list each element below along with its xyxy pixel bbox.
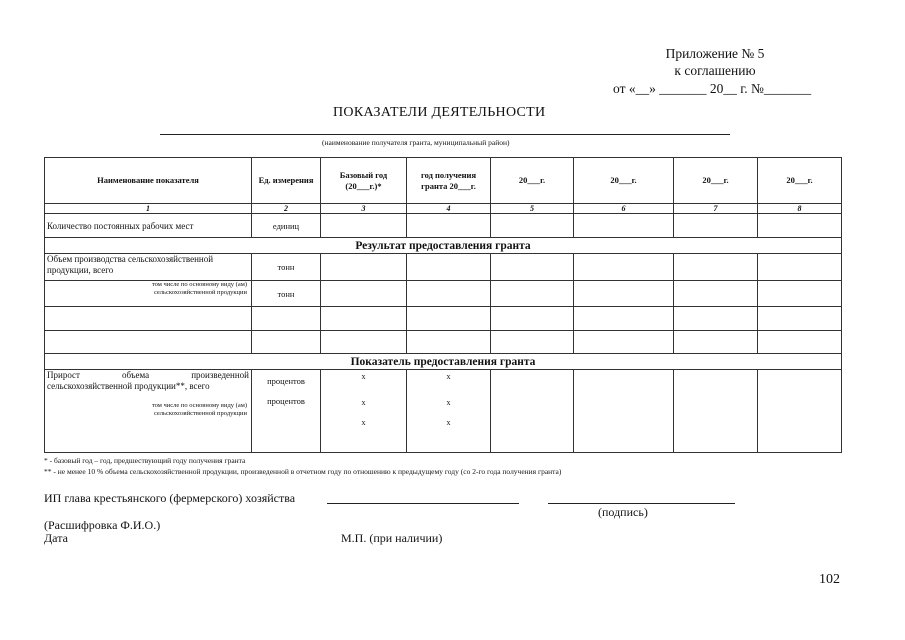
growth-sub-col3-mark: х	[361, 398, 366, 407]
name-line	[327, 503, 519, 504]
table-row-jobs	[45, 214, 842, 238]
footnote-1: * - базовый год – год, предшествующий году получения гранта	[44, 456, 246, 465]
table-row-empty	[45, 307, 842, 331]
col-header-year-6: 20___г.	[574, 158, 674, 204]
jobs-label: Количество постоянных рабочих мест	[45, 214, 252, 238]
recipient-caption: (наименование получателя гранта, муниципальный район)	[322, 138, 510, 147]
volume-label: Объем производства сельскохозяйственной продукции, всего	[45, 254, 252, 281]
jobs-unit: единиц	[252, 214, 321, 238]
growth-unit: процентов	[267, 376, 305, 386]
col-number: 3	[321, 204, 407, 214]
col-header-year-8: 20___г.	[758, 158, 842, 204]
col-number: 4	[407, 204, 491, 214]
table-row-empty	[45, 331, 842, 354]
appendix-label: Приложение № 5	[665, 46, 765, 61]
col-header-year-7: 20___г.	[674, 158, 758, 204]
growth-label-cell	[45, 370, 252, 453]
col-number: 8	[758, 204, 842, 214]
table-row-growth	[45, 370, 842, 453]
table-row-volume-sub	[45, 281, 842, 307]
agreement-label: к соглашению	[674, 63, 756, 78]
date-label: Дата	[44, 531, 68, 545]
growth-col3-mark: х	[361, 372, 366, 381]
section-row-indicator	[45, 354, 842, 370]
col-number: 2	[252, 204, 321, 214]
signature-line	[548, 503, 735, 504]
growth-sub-label: том числе по основному виду (ам) сельскохозяйственной продукции	[151, 402, 247, 417]
growth-label: Прирост объема произведенной сельскохозяйственной продукции**, всего	[47, 370, 249, 391]
volume-sub-label: том числе по основному виду (ам) сельскохозяйственной продукции	[45, 281, 252, 307]
stamp-label: М.П. (при наличии)	[341, 531, 443, 545]
agreement-date-number: от «__» _______ 20__ г. №_______	[613, 81, 812, 96]
volume-sub-unit: тонн	[252, 281, 321, 307]
recipient-line	[160, 134, 730, 135]
col-number: 6	[574, 204, 674, 214]
page-number: 102	[819, 572, 840, 587]
growth-col3-cell	[321, 370, 407, 453]
col-header-name: Наименование показателя	[45, 158, 252, 204]
footnote-2: ** - не менее 10 % объема сельскохозяйственной продукции, произведенной в отчетном году по отношению к предыдущему году (со 2-го года получения гранта)	[44, 467, 562, 476]
signature-caption: (подпись)	[598, 505, 648, 519]
page-title: ПОКАЗАТЕЛИ ДЕЯТЕЛЬНОСТИ	[333, 105, 546, 120]
column-number-row	[45, 204, 842, 214]
head-label: ИП глава крестьянского (фермерского) хозяйства	[44, 491, 296, 505]
col-header-unit: Ед. измерения	[252, 158, 321, 204]
section-result-title: Результат предоставления гранта	[45, 238, 842, 254]
col-header-grant-year: год получения гранта 20___г.	[407, 158, 491, 204]
growth-extra-col4-mark: х	[446, 418, 451, 427]
col-number: 7	[674, 204, 758, 214]
section-row-result	[45, 238, 842, 254]
col-header-base-year: Базовый год (20___г.)*	[321, 158, 407, 204]
decode-label: (Расшифровка Ф.И.О.)	[44, 518, 161, 532]
volume-unit: тонн	[252, 254, 321, 281]
growth-extra-col3-mark: х	[361, 418, 366, 427]
col-number: 1	[45, 204, 252, 214]
col-header-year-5: 20___г.	[491, 158, 574, 204]
indicators-table	[44, 157, 842, 453]
table-row-volume	[45, 254, 842, 281]
section-indicator-title: Показатель предоставления гранта	[45, 354, 842, 370]
growth-sub-unit: процентов	[267, 396, 305, 406]
growth-sub-col4-mark: х	[446, 398, 451, 407]
growth-col4-cell	[407, 370, 491, 453]
table-header-row	[45, 158, 842, 204]
growth-col4-mark: х	[446, 372, 451, 381]
growth-units-cell	[252, 370, 321, 453]
col-number: 5	[491, 204, 574, 214]
